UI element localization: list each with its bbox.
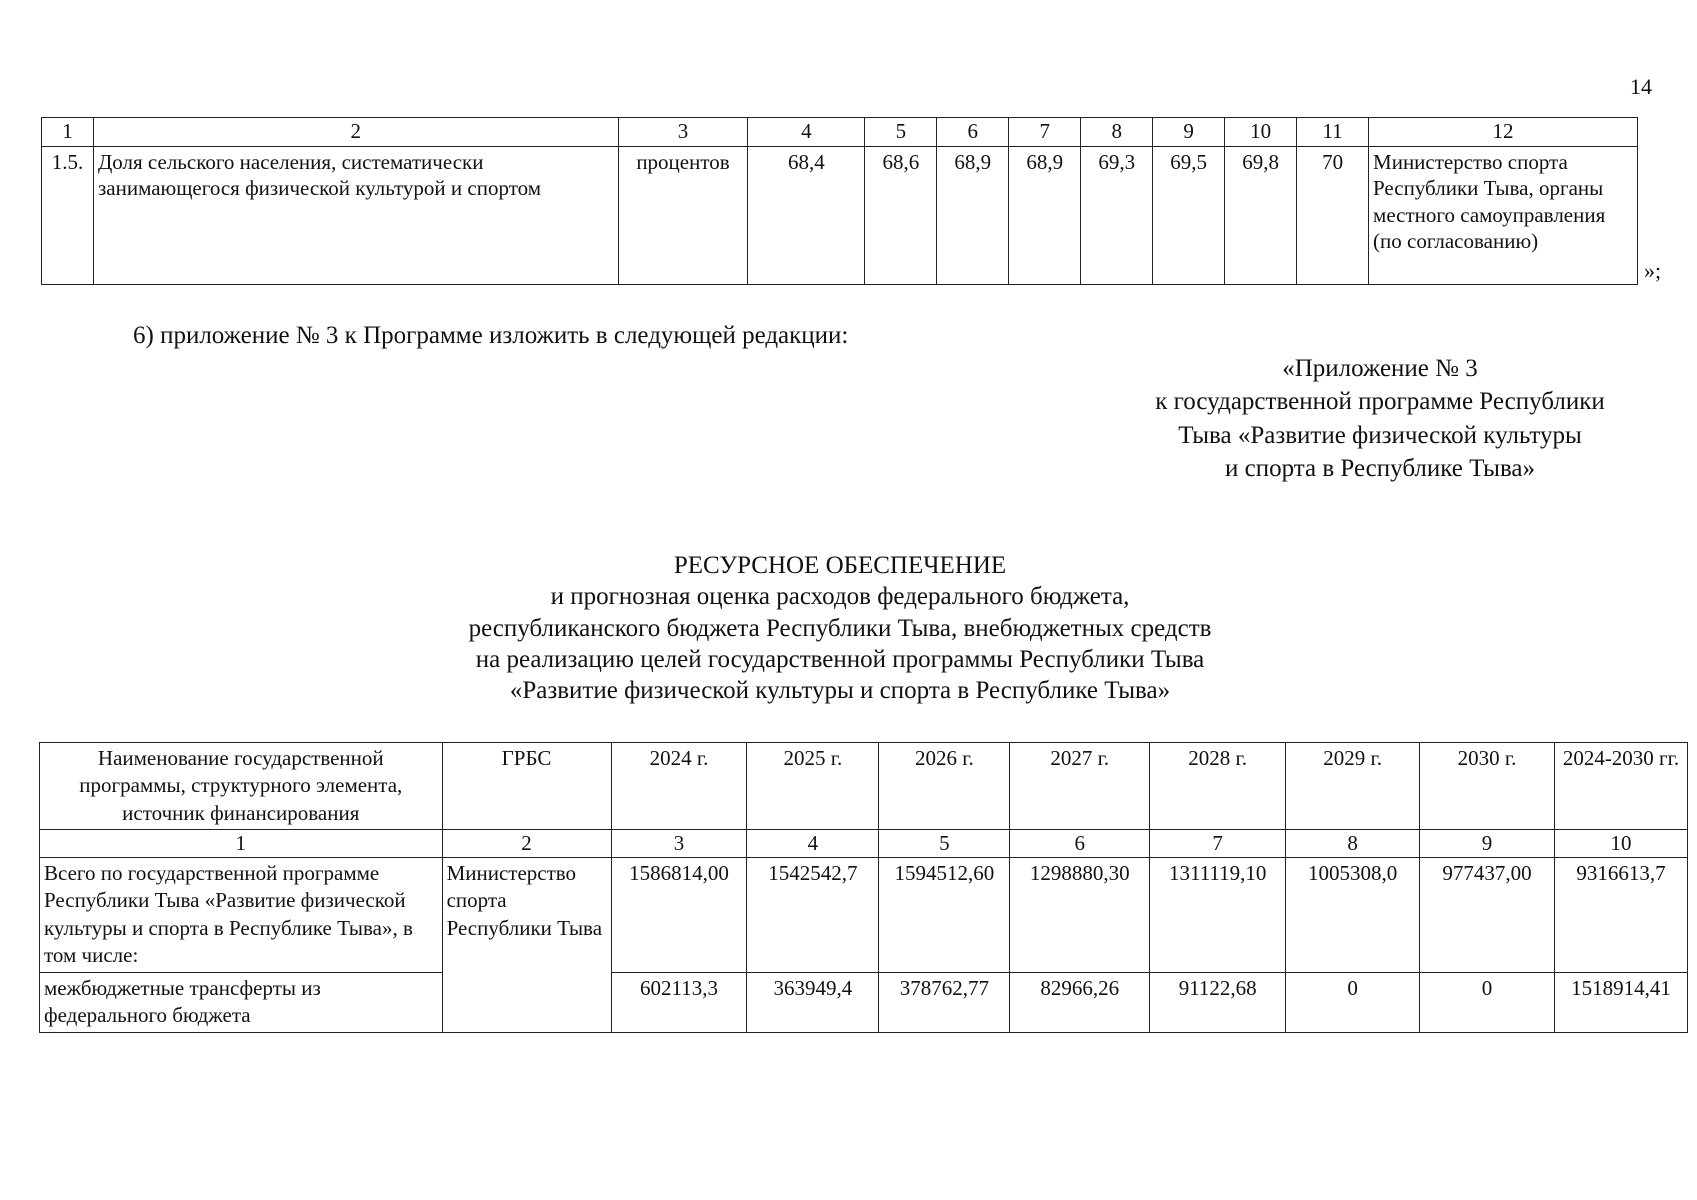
indicator-number: 1.5. <box>42 147 94 285</box>
indicator-value: 68,4 <box>748 147 865 285</box>
header-year-cell: 2024 г. <box>611 743 747 830</box>
table-row <box>40 858 1688 973</box>
col-number-cell: 2 <box>442 829 611 857</box>
header-year-cell: 2027 г. <box>1010 743 1150 830</box>
col-number-cell: 4 <box>748 118 865 147</box>
row-value: 91122,68 <box>1150 973 1286 1033</box>
row-value: 1298880,30 <box>1010 858 1150 973</box>
col-number-cell: 1 <box>40 829 443 857</box>
indicator-table <box>41 117 1638 285</box>
col-number-cell: 8 <box>1081 118 1153 147</box>
indicator-value: 68,9 <box>937 147 1009 285</box>
row-value: 1005308,0 <box>1286 858 1420 973</box>
indicator-name: Доля сельского населения, систематически занимающегося физической культурой и спортом <box>93 147 618 285</box>
resource-table <box>39 742 1688 1033</box>
heading-title: РЕСУРСНОЕ ОБЕСПЕЧЕНИЕ <box>673 552 1007 579</box>
indicator-table-header-row <box>42 118 1638 147</box>
appendix-line: и спорта в Республике Тыва» <box>1224 454 1536 482</box>
indicator-value: 69,5 <box>1153 147 1225 285</box>
appendix-line: к государственной программе Республики <box>1155 388 1605 416</box>
col-number-cell: 7 <box>1009 118 1081 147</box>
col-number-cell: 5 <box>865 118 937 147</box>
appendix-caption <box>1100 352 1660 485</box>
col-number-cell: 10 <box>1225 118 1297 147</box>
row-value: 1586814,00 <box>611 858 747 973</box>
col-number-cell: 10 <box>1554 829 1687 857</box>
header-grbs-cell: ГРБС <box>442 743 611 830</box>
header-total-cell: 2024-2030 гг. <box>1554 743 1687 830</box>
indicator-value: 70 <box>1297 147 1369 285</box>
row-value: 82966,26 <box>1010 973 1150 1033</box>
col-number-cell: 5 <box>879 829 1010 857</box>
col-number-cell: 3 <box>611 829 747 857</box>
indicator-value: 68,9 <box>1009 147 1081 285</box>
page-number: 14 <box>1630 74 1652 99</box>
header-name-cell: Наименование государственной программы, структурного элемента, источник финансирования <box>40 743 443 830</box>
indicator-responsible: Министерство спорта Республики Тыва, органы местного самоуправления (по согласованию) <box>1369 147 1638 285</box>
row-value: 363949,4 <box>747 973 879 1033</box>
col-number-cell: 6 <box>1010 829 1150 857</box>
header-year-cell: 2026 г. <box>879 743 1010 830</box>
row-value: 977437,00 <box>1420 858 1555 973</box>
indicator-unit: процентов <box>618 147 748 285</box>
row-grbs: Министерство спорта Республики Тыва <box>442 858 611 1033</box>
indicator-value: 69,8 <box>1225 147 1297 285</box>
table-row <box>40 973 1688 1033</box>
resource-table-header-row <box>40 743 1688 830</box>
row-name: Всего по государственной программе Республики Тыва «Развитие физической культуры и спорта в Республике Тыва», в том числе: <box>40 858 443 973</box>
header-year-cell: 2028 г. <box>1150 743 1286 830</box>
row-value: 1542542,7 <box>747 858 879 973</box>
row-value: 0 <box>1286 973 1420 1033</box>
header-year-cell: 2025 г. <box>747 743 879 830</box>
col-number-cell: 1 <box>42 118 94 147</box>
col-number-cell: 9 <box>1420 829 1555 857</box>
header-year-cell: 2029 г. <box>1286 743 1420 830</box>
row-name: межбюджетные трансферты из федерального бюджета <box>40 973 443 1033</box>
col-number-cell: 12 <box>1369 118 1638 147</box>
heading-line: «Развитие физической культуры и спорта в Республике Тыва» <box>509 677 1171 704</box>
row-value: 602113,3 <box>611 973 747 1033</box>
document-heading <box>380 550 1300 706</box>
heading-line: и прогнозная оценка расходов федерального бюджета, <box>550 583 1130 611</box>
indicator-value: 68,6 <box>865 147 937 285</box>
header-year-cell: 2030 г. <box>1420 743 1555 830</box>
col-number-cell: 7 <box>1150 829 1286 857</box>
col-number-cell: 3 <box>618 118 748 147</box>
instruction-text: 6) приложение № 3 к Программе изложить в следующей редакции: <box>133 322 849 349</box>
row-total: 9316613,7 <box>1554 858 1687 973</box>
row-value: 0 <box>1420 973 1555 1033</box>
resource-table-number-row <box>40 829 1688 857</box>
col-number-cell: 2 <box>93 118 618 147</box>
appendix-line: Тыва «Развитие физической культуры <box>1178 421 1582 449</box>
col-number-cell: 8 <box>1286 829 1420 857</box>
row-total: 1518914,41 <box>1554 973 1687 1033</box>
heading-line: на реализацию целей государственной программы Республики Тыва <box>475 645 1205 673</box>
row-value: 1594512,60 <box>879 858 1010 973</box>
col-number-cell: 6 <box>937 118 1009 147</box>
closing-quote: »; <box>1644 258 1662 283</box>
indicator-value: 69,3 <box>1081 147 1153 285</box>
col-number-cell: 11 <box>1297 118 1369 147</box>
col-number-cell: 4 <box>747 829 879 857</box>
row-value: 378762,77 <box>879 973 1010 1033</box>
col-number-cell: 9 <box>1153 118 1225 147</box>
row-value: 1311119,10 <box>1150 858 1286 973</box>
appendix-line: «Приложение № 3 <box>1282 355 1478 382</box>
indicator-row <box>42 147 1638 285</box>
heading-line: республиканского бюджета Республики Тыва, внебюджетных средств <box>468 614 1212 642</box>
